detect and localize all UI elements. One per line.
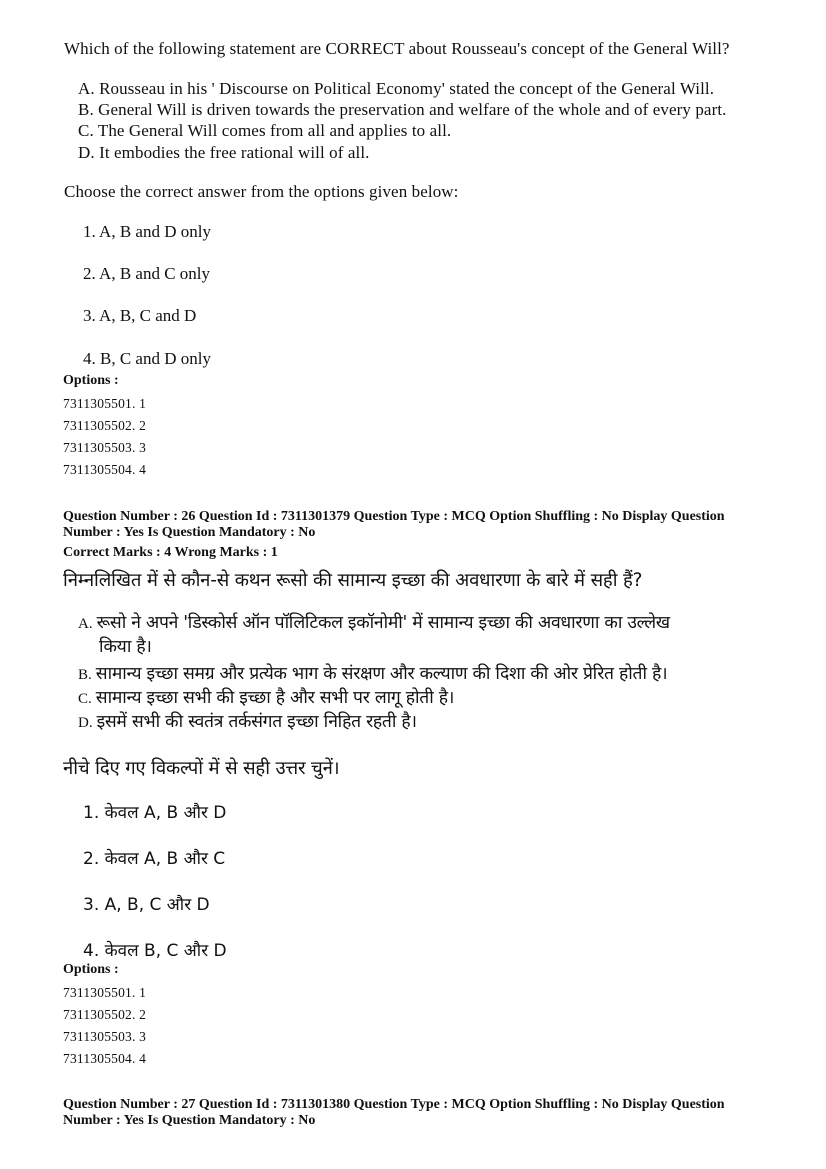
- options-label: Options :: [63, 373, 119, 388]
- instruction-text-hindi: नीचे दिए गए विकल्पों में से सही उत्तर चुनें।: [63, 758, 340, 779]
- choice-2: 2. A, B and C only: [83, 264, 211, 283]
- statement-b: B. General Will is driven towards the preservation and welfare of the whole and of every part.: [78, 100, 727, 119]
- options-label: Options :: [63, 962, 119, 977]
- statement-c: C. The General Will comes from all and applies to all.: [78, 121, 452, 140]
- statement-letter: A.: [78, 616, 93, 632]
- statement-d-hindi: [78, 709, 417, 733]
- option-id-1: 7311305501. 1: [63, 396, 147, 411]
- statement-d: D. It embodies the free rational will of all.: [78, 143, 370, 162]
- marks-line: Correct Marks : 4 Wrong Marks : 1: [63, 545, 278, 560]
- statement-text: सामान्य इच्छा समग्र और प्रत्येक भाग के संरक्षण और कल्याण की दिशा की ओर प्रेरित होती है।: [95, 664, 668, 684]
- option-id-3: 7311305503. 3: [63, 440, 147, 455]
- choice-1-hindi: 1. केवल A, B और D: [83, 803, 227, 823]
- choice-1: 1. A, B and D only: [83, 222, 211, 241]
- option-id-4: 7311305504. 4: [63, 462, 147, 477]
- instruction-text: Choose the correct answer from the options given below:: [64, 182, 459, 201]
- choice-4: 4. B, C and D only: [83, 349, 211, 368]
- question-meta-line-2: Number : Yes Is Question Mandatory : No: [63, 525, 316, 540]
- option-id-2: 7311305502. 2: [63, 1007, 147, 1022]
- option-id-4: 7311305504. 4: [63, 1051, 147, 1066]
- option-id-2: 7311305502. 2: [63, 418, 147, 433]
- choice-4-hindi: 4. केवल B, C और D: [83, 941, 227, 961]
- option-id-1: 7311305501. 1: [63, 985, 147, 1000]
- choice-3: 3. A, B, C and D: [83, 306, 197, 325]
- question-meta-line-2: Number : Yes Is Question Mandatory : No: [63, 1113, 316, 1128]
- statement-b-hindi: [78, 661, 667, 685]
- statement-letter: C.: [78, 691, 92, 707]
- statement-letter: B.: [78, 667, 92, 683]
- question-meta-line-1: Question Number : 26 Question Id : 7311301379 Question Type : MCQ Option Shuffling : No Display Question: [63, 509, 725, 524]
- question-meta-line-1: Question Number : 27 Question Id : 7311301380 Question Type : MCQ Option Shuffling : No Display Question: [63, 1097, 725, 1112]
- option-id-3: 7311305503. 3: [63, 1029, 147, 1044]
- statement-text: इसमें सभी की स्वतंत्र तर्कसंगत इच्छा निहित रहती है।: [96, 712, 417, 732]
- choice-2-hindi: 2. केवल A, B और C: [83, 849, 226, 869]
- statement-text: सामान्य इच्छा सभी की इच्छा है और सभी पर लागू होती है।: [95, 688, 455, 708]
- statement-a-hindi-line2: किया है।: [99, 637, 152, 657]
- statement-letter: D.: [78, 715, 93, 731]
- statement-c-hindi: [78, 685, 454, 709]
- question-text: Which of the following statement are CORRECT about Rousseau's concept of the General Will?: [64, 39, 730, 58]
- statement-a-hindi: [78, 610, 670, 634]
- statement-a: A. Rousseau in his ' Discourse on Political Economy' stated the concept of the General Will.: [78, 79, 715, 98]
- question-text-hindi: निम्नलिखित में से कौन-से कथन रूसो की सामान्य इच्छा की अवधारणा के बारे में सही हैं?: [63, 570, 643, 591]
- statement-text: रूसो ने अपने 'डिस्कोर्स ऑन पॉलिटिकल इकॉनोमी' में सामान्य इच्छा की अवधारणा का उल्लेख: [96, 613, 670, 633]
- choice-3-hindi: 3. A, B, C और D: [83, 895, 210, 915]
